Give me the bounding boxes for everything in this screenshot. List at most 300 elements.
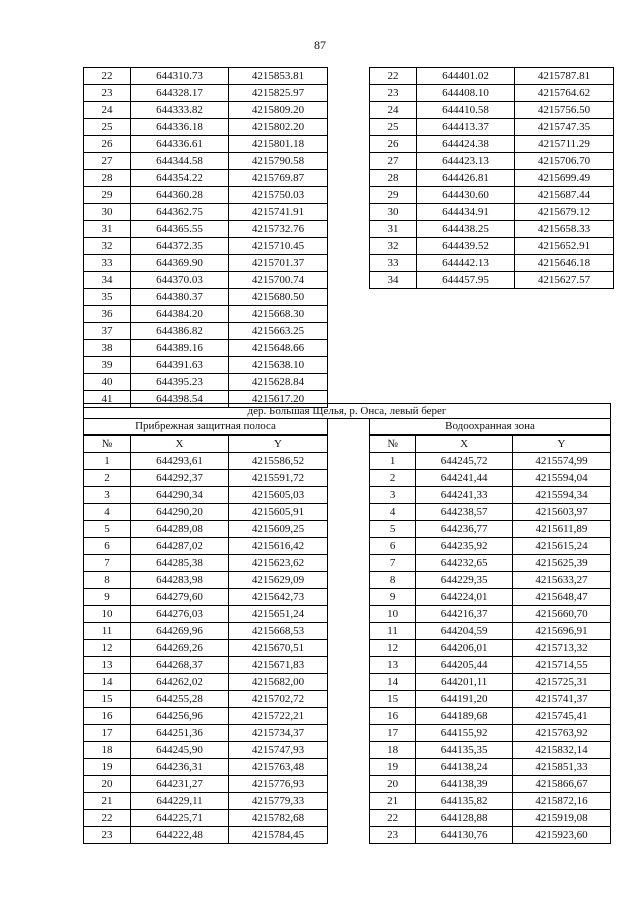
cell-y: 4215605,03 xyxy=(229,487,328,504)
cell-x: 644365.55 xyxy=(131,221,229,238)
col-header-x: X xyxy=(416,436,513,453)
cell-y: 4215668.30 xyxy=(229,306,328,323)
cell-x: 644268,37 xyxy=(131,657,229,674)
cell-x: 644336.18 xyxy=(131,119,229,136)
cell-number: 29 xyxy=(370,187,417,204)
table-row xyxy=(84,119,328,136)
cell-number: 10 xyxy=(84,606,131,623)
cell-y: 4215642,73 xyxy=(229,589,328,606)
cell-x: 644430.60 xyxy=(417,187,515,204)
table-row xyxy=(370,221,614,238)
cell-number: 26 xyxy=(84,136,131,153)
cell-y: 4215627.57 xyxy=(515,272,614,289)
table-row xyxy=(84,776,328,793)
cell-number: 8 xyxy=(370,572,416,589)
cell-x: 644423.13 xyxy=(417,153,515,170)
cell-number: 10 xyxy=(370,606,416,623)
cell-x: 644245,72 xyxy=(416,453,513,470)
table-row xyxy=(370,827,611,844)
cell-y: 4215809.20 xyxy=(229,102,328,119)
cell-y: 4215671,83 xyxy=(229,657,328,674)
cell-number: 6 xyxy=(370,538,416,555)
cell-x: 644439.52 xyxy=(417,238,515,255)
cell-number: 30 xyxy=(84,204,131,221)
table-row xyxy=(84,708,328,725)
cell-x: 644128,88 xyxy=(416,810,513,827)
cell-x: 644360.28 xyxy=(131,187,229,204)
cell-y: 4215696,91 xyxy=(513,623,611,640)
cell-number: 14 xyxy=(84,674,131,691)
table-row xyxy=(84,827,328,844)
cell-y: 4215623,62 xyxy=(229,555,328,572)
cell-number: 19 xyxy=(84,759,131,776)
cell-number: 29 xyxy=(84,187,131,204)
cell-x: 644401.02 xyxy=(417,68,515,85)
cell-x: 644410.58 xyxy=(417,102,515,119)
table-row xyxy=(370,487,611,504)
cell-x: 644336.61 xyxy=(131,136,229,153)
table-row xyxy=(370,102,614,119)
cell-x: 644206,01 xyxy=(416,640,513,657)
cell-number: 27 xyxy=(84,153,131,170)
cell-x: 644269,96 xyxy=(131,623,229,640)
table-row xyxy=(370,68,614,85)
cell-number: 24 xyxy=(84,102,131,119)
cell-x: 644138,24 xyxy=(416,759,513,776)
table-row xyxy=(370,793,611,810)
col-header-y: Y xyxy=(229,436,328,453)
cell-number: 25 xyxy=(84,119,131,136)
cell-number: 36 xyxy=(84,306,131,323)
cell-x: 644438.25 xyxy=(417,221,515,238)
cell-number: 32 xyxy=(370,238,417,255)
table-row xyxy=(84,640,328,657)
cell-y: 4215574,99 xyxy=(513,453,611,470)
cell-number: 13 xyxy=(84,657,131,674)
cell-x: 644236,77 xyxy=(416,521,513,538)
cell-x: 644222,48 xyxy=(131,827,229,844)
table-row xyxy=(84,725,328,742)
cell-y: 4215853.81 xyxy=(229,68,328,85)
table-row xyxy=(84,504,328,521)
cell-x: 644189,68 xyxy=(416,708,513,725)
cell-y: 4215625,39 xyxy=(513,555,611,572)
water-zone-title: Водоохранная зона xyxy=(369,419,611,435)
table-row xyxy=(84,487,328,504)
cell-number: 20 xyxy=(370,776,416,793)
cell-number: 35 xyxy=(84,289,131,306)
cell-y: 4215779,33 xyxy=(229,793,328,810)
cell-y: 4215711.29 xyxy=(515,136,614,153)
table-row xyxy=(370,170,614,187)
cell-number: 17 xyxy=(84,725,131,742)
cell-y: 4215663.25 xyxy=(229,323,328,340)
cell-x: 644279,60 xyxy=(131,589,229,606)
cell-y: 4215825.97 xyxy=(229,85,328,102)
table-row xyxy=(370,623,611,640)
cell-number: 22 xyxy=(84,68,131,85)
cell-y: 4215801.18 xyxy=(229,136,328,153)
cell-y: 4215603,97 xyxy=(513,504,611,521)
cell-number: 28 xyxy=(370,170,417,187)
cell-number: 14 xyxy=(370,674,416,691)
table-row xyxy=(370,810,611,827)
cell-number: 34 xyxy=(370,272,417,289)
table-row xyxy=(84,272,328,289)
cell-x: 644457.95 xyxy=(417,272,515,289)
cell-y: 4215628.84 xyxy=(229,374,328,391)
cell-x: 644426.81 xyxy=(417,170,515,187)
cell-x: 644434.91 xyxy=(417,204,515,221)
table-row xyxy=(370,606,611,623)
cell-number: 18 xyxy=(370,742,416,759)
cell-number: 12 xyxy=(84,640,131,657)
cell-number: 23 xyxy=(84,827,131,844)
cell-number: 3 xyxy=(84,487,131,504)
table-row xyxy=(370,453,611,470)
cell-x: 644328.17 xyxy=(131,85,229,102)
cell-x: 644290,20 xyxy=(131,504,229,521)
table-row xyxy=(84,470,328,487)
cell-y: 4215741,37 xyxy=(513,691,611,708)
cell-y: 4215638.10 xyxy=(229,357,328,374)
coastal-protective-strip xyxy=(83,419,328,844)
cell-number: 4 xyxy=(84,504,131,521)
cell-x: 644205,44 xyxy=(416,657,513,674)
cell-number: 16 xyxy=(84,708,131,725)
cell-number: 26 xyxy=(370,136,417,153)
cell-number: 5 xyxy=(370,521,416,538)
table-row xyxy=(370,187,614,204)
cell-x: 644395.23 xyxy=(131,374,229,391)
cell-x: 644442.13 xyxy=(417,255,515,272)
cell-y: 4215763,48 xyxy=(229,759,328,776)
cell-y: 4215725,31 xyxy=(513,674,611,691)
cell-x: 644344.58 xyxy=(131,153,229,170)
table-row xyxy=(84,810,328,827)
cell-x: 644232,65 xyxy=(416,555,513,572)
table-row xyxy=(84,374,328,391)
cell-x: 644225,71 xyxy=(131,810,229,827)
cell-y: 4215741.91 xyxy=(229,204,328,221)
cell-y: 4215714,55 xyxy=(513,657,611,674)
table-row xyxy=(84,742,328,759)
cell-number: 12 xyxy=(370,640,416,657)
cell-y: 4215658.33 xyxy=(515,221,614,238)
cell-number: 23 xyxy=(370,85,417,102)
cell-y: 4215586,52 xyxy=(229,453,328,470)
table-row xyxy=(84,555,328,572)
cell-number: 23 xyxy=(84,85,131,102)
cell-y: 4215648.66 xyxy=(229,340,328,357)
cell-y: 4215776,93 xyxy=(229,776,328,793)
cell-y: 4215851,33 xyxy=(513,759,611,776)
cell-number: 11 xyxy=(84,623,131,640)
cell-y: 4215764.62 xyxy=(515,85,614,102)
cell-x: 644135,35 xyxy=(416,742,513,759)
table-row xyxy=(84,691,328,708)
cell-y: 4215687.44 xyxy=(515,187,614,204)
cell-y: 4215648,47 xyxy=(513,589,611,606)
col-header-number: № xyxy=(84,436,131,453)
table-row xyxy=(84,538,328,555)
cell-x: 644204,59 xyxy=(416,623,513,640)
cell-x: 644256,96 xyxy=(131,708,229,725)
col-header-x: X xyxy=(131,436,229,453)
cell-number: 39 xyxy=(84,357,131,374)
table-row xyxy=(370,153,614,170)
cell-y: 4215679.12 xyxy=(515,204,614,221)
cell-number: 34 xyxy=(84,272,131,289)
cell-y: 4215756.50 xyxy=(515,102,614,119)
cell-x: 644216,37 xyxy=(416,606,513,623)
cell-y: 4215660,70 xyxy=(513,606,611,623)
cell-x: 644255,28 xyxy=(131,691,229,708)
table-row xyxy=(84,204,328,221)
cell-y: 4215790.58 xyxy=(229,153,328,170)
cell-y: 4215700.74 xyxy=(229,272,328,289)
table-row xyxy=(370,85,614,102)
cell-y: 4215611,89 xyxy=(513,521,611,538)
cell-number: 19 xyxy=(370,759,416,776)
cell-number: 7 xyxy=(84,555,131,572)
table-row xyxy=(84,306,328,323)
cell-x: 644372.35 xyxy=(131,238,229,255)
table-bottom-left xyxy=(83,435,328,844)
table-row xyxy=(84,170,328,187)
cell-number: 28 xyxy=(84,170,131,187)
cell-x: 644201,11 xyxy=(416,674,513,691)
table-row xyxy=(370,640,611,657)
cell-number: 21 xyxy=(370,793,416,810)
cell-y: 4215652.91 xyxy=(515,238,614,255)
cell-x: 644135,82 xyxy=(416,793,513,810)
table-row xyxy=(370,204,614,221)
table-row xyxy=(84,340,328,357)
cell-number: 15 xyxy=(370,691,416,708)
table-row xyxy=(84,623,328,640)
table-row xyxy=(84,793,328,810)
cell-number: 18 xyxy=(84,742,131,759)
cell-x: 644283,98 xyxy=(131,572,229,589)
table-row xyxy=(370,708,611,725)
table-header-row xyxy=(84,436,328,453)
cell-number: 40 xyxy=(84,374,131,391)
table-row xyxy=(370,136,614,153)
cell-x: 644380.37 xyxy=(131,289,229,306)
cell-x: 644386.82 xyxy=(131,323,229,340)
cell-x: 644191,20 xyxy=(416,691,513,708)
cell-number: 24 xyxy=(370,102,417,119)
cell-x: 644310.73 xyxy=(131,68,229,85)
table-row xyxy=(84,606,328,623)
cell-y: 4215734,37 xyxy=(229,725,328,742)
cell-number: 23 xyxy=(370,827,416,844)
cell-y: 4215866,67 xyxy=(513,776,611,793)
cell-x: 644369.90 xyxy=(131,255,229,272)
cell-x: 644241,44 xyxy=(416,470,513,487)
table-row xyxy=(84,759,328,776)
cell-y: 4215710.45 xyxy=(229,238,328,255)
table-bottom-right xyxy=(369,435,611,844)
cell-number: 41 xyxy=(84,391,131,408)
cell-number: 9 xyxy=(84,589,131,606)
cell-y: 4215787.81 xyxy=(515,68,614,85)
cell-x: 644389.16 xyxy=(131,340,229,357)
cell-y: 4215594,34 xyxy=(513,487,611,504)
table-header-row xyxy=(370,436,611,453)
cell-number: 8 xyxy=(84,572,131,589)
table-row xyxy=(370,504,611,521)
cell-x: 644370.03 xyxy=(131,272,229,289)
cell-x: 644241,33 xyxy=(416,487,513,504)
cell-x: 644424.38 xyxy=(417,136,515,153)
cell-x: 644384.20 xyxy=(131,306,229,323)
table-row xyxy=(84,572,328,589)
cell-y: 4215651,24 xyxy=(229,606,328,623)
table-row xyxy=(84,289,328,306)
coastal-strip-title: Прибрежная защитная полоса xyxy=(83,419,328,435)
table-row xyxy=(370,691,611,708)
table-row xyxy=(370,238,614,255)
cell-number: 2 xyxy=(370,470,416,487)
cell-y: 4215633,27 xyxy=(513,572,611,589)
table-row xyxy=(84,453,328,470)
cell-number: 38 xyxy=(84,340,131,357)
cell-number: 16 xyxy=(370,708,416,725)
cell-number: 21 xyxy=(84,793,131,810)
cell-number: 22 xyxy=(84,810,131,827)
cell-number: 33 xyxy=(84,255,131,272)
cell-y: 4215784,45 xyxy=(229,827,328,844)
table-row xyxy=(370,742,611,759)
col-header-y: Y xyxy=(513,436,611,453)
cell-x: 644224,01 xyxy=(416,589,513,606)
cell-x: 644287,02 xyxy=(131,538,229,555)
table-row xyxy=(370,657,611,674)
table-row xyxy=(84,153,328,170)
table-row xyxy=(84,238,328,255)
cell-number: 30 xyxy=(370,204,417,221)
cell-number: 1 xyxy=(84,453,131,470)
cell-x: 644251,36 xyxy=(131,725,229,742)
cell-number: 9 xyxy=(370,589,416,606)
cell-y: 4215670,51 xyxy=(229,640,328,657)
cell-number: 6 xyxy=(84,538,131,555)
cell-x: 644262,02 xyxy=(131,674,229,691)
cell-x: 644238,57 xyxy=(416,504,513,521)
cell-y: 4215668,53 xyxy=(229,623,328,640)
cell-number: 17 xyxy=(370,725,416,742)
cell-number: 31 xyxy=(370,221,417,238)
cell-number: 11 xyxy=(370,623,416,640)
cell-y: 4215872,16 xyxy=(513,793,611,810)
cell-number: 32 xyxy=(84,238,131,255)
table-row xyxy=(84,85,328,102)
cell-x: 644413.37 xyxy=(417,119,515,136)
cell-y: 4215713,32 xyxy=(513,640,611,657)
table-row xyxy=(84,187,328,204)
cell-y: 4215629,09 xyxy=(229,572,328,589)
cell-y: 4215605,91 xyxy=(229,504,328,521)
cell-x: 644229,35 xyxy=(416,572,513,589)
cell-y: 4215722,21 xyxy=(229,708,328,725)
cell-number: 27 xyxy=(370,153,417,170)
cell-x: 644391.63 xyxy=(131,357,229,374)
cell-x: 644362.75 xyxy=(131,204,229,221)
cell-x: 644285,38 xyxy=(131,555,229,572)
cell-number: 3 xyxy=(370,487,416,504)
cell-y: 4215617.20 xyxy=(229,391,328,408)
cell-x: 644269,26 xyxy=(131,640,229,657)
cell-number: 15 xyxy=(84,691,131,708)
cell-y: 4215680.50 xyxy=(229,289,328,306)
cell-x: 644292,37 xyxy=(131,470,229,487)
cell-number: 25 xyxy=(370,119,417,136)
cell-number: 20 xyxy=(84,776,131,793)
table-row xyxy=(370,119,614,136)
cell-number: 37 xyxy=(84,323,131,340)
table-row xyxy=(84,136,328,153)
table-row xyxy=(370,470,611,487)
cell-y: 4215701.37 xyxy=(229,255,328,272)
cell-y: 4215802.20 xyxy=(229,119,328,136)
cell-x: 644289,08 xyxy=(131,521,229,538)
table-row xyxy=(370,272,614,289)
cell-y: 4215732.76 xyxy=(229,221,328,238)
col-header-number: № xyxy=(370,436,416,453)
cell-number: 33 xyxy=(370,255,417,272)
cell-x: 644236,31 xyxy=(131,759,229,776)
cell-x: 644293,61 xyxy=(131,453,229,470)
table-row xyxy=(84,674,328,691)
cell-number: 4 xyxy=(370,504,416,521)
table-row xyxy=(370,572,611,589)
page-number: 87 xyxy=(314,38,326,52)
cell-number: 22 xyxy=(370,810,416,827)
cell-y: 4215832,14 xyxy=(513,742,611,759)
table-row xyxy=(84,657,328,674)
cell-x: 644408.10 xyxy=(417,85,515,102)
cell-x: 644354.22 xyxy=(131,170,229,187)
table-row xyxy=(370,555,611,572)
cell-y: 4215646.18 xyxy=(515,255,614,272)
table-row xyxy=(370,776,611,793)
cell-y: 4215616,42 xyxy=(229,538,328,555)
cell-number: 31 xyxy=(84,221,131,238)
cell-y: 4215923,60 xyxy=(513,827,611,844)
table-row xyxy=(84,221,328,238)
cell-y: 4215702,72 xyxy=(229,691,328,708)
cell-number: 22 xyxy=(370,68,417,85)
cell-x: 644155,92 xyxy=(416,725,513,742)
cell-x: 644229,11 xyxy=(131,793,229,810)
section-header xyxy=(83,403,611,419)
cell-x: 644138,39 xyxy=(416,776,513,793)
cell-x: 644130,76 xyxy=(416,827,513,844)
table-row xyxy=(84,521,328,538)
table-row xyxy=(370,759,611,776)
cell-y: 4215594,04 xyxy=(513,470,611,487)
cell-y: 4215609,25 xyxy=(229,521,328,538)
cell-y: 4215750.03 xyxy=(229,187,328,204)
cell-x: 644231,27 xyxy=(131,776,229,793)
cell-y: 4215919,08 xyxy=(513,810,611,827)
table-row xyxy=(84,68,328,85)
table-row xyxy=(370,725,611,742)
table-row xyxy=(370,538,611,555)
table-row xyxy=(84,589,328,606)
